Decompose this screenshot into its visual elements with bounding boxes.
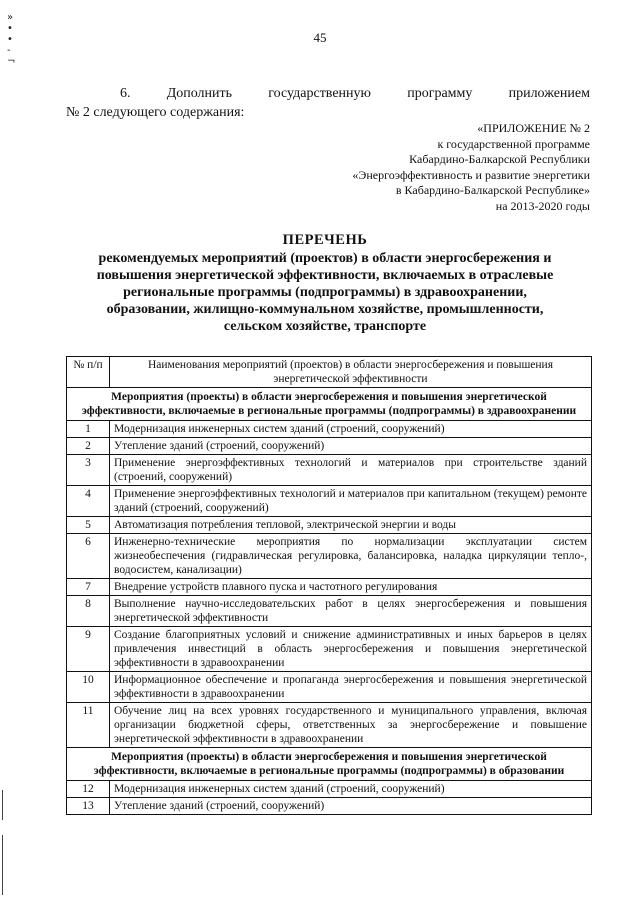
- row-text: Создание благоприятных условий и снижение административных и иных барьеров в целях привлечения инвестиций в область энергосбережения и повышения энергетической эффективности в здравоохранении: [110, 627, 592, 672]
- table-row: [67, 517, 592, 534]
- appendix-line: «Энергоэффективность и развитие энергетики: [352, 167, 590, 182]
- row-text: Внедрение устройств плавного пуска и частотного регулирования: [110, 579, 592, 596]
- amendment-paragraph: [66, 84, 590, 122]
- page-number: 45: [313, 30, 327, 45]
- row-text: Информационное обеспечение и пропаганда энергосбережения и повышения энергетической эффективности в здравоохранении: [110, 672, 592, 703]
- table-row: [67, 672, 592, 703]
- margin-mark: -: [7, 45, 11, 56]
- list-heading: [60, 232, 590, 335]
- margin-mark: »: [7, 12, 14, 23]
- binding-mark: [2, 835, 3, 895]
- section-row: [67, 388, 592, 421]
- binding-mark: [2, 790, 3, 820]
- row-text: Модернизация инженерных систем зданий (строений, сооружений): [110, 781, 592, 798]
- appendix-line: к государственной программе: [437, 136, 590, 151]
- row-text: Автоматизация потребления тепловой, электрической энергии и воды: [110, 517, 592, 534]
- row-text: Модернизация инженерных систем зданий (строений, сооружений): [110, 421, 592, 438]
- paragraph-line: № 2 следующего содержания:: [66, 105, 245, 120]
- row-text: Выполнение научно-исследовательских работ в целях энергосбережения и повышения энергетической эффективности: [110, 596, 592, 627]
- paragraph-word: программу: [407, 86, 473, 101]
- heading-line: рекомендуемых мероприятий (проектов) в области энергосбережения и: [98, 251, 552, 266]
- row-text: Применение энергоэффективных технологий и материалов при строительстве зданий (строений, сооружений): [110, 455, 592, 486]
- row-number: 8: [67, 596, 110, 627]
- header-number: № п/п: [67, 357, 110, 388]
- measures-table: [66, 356, 592, 815]
- table-row: [67, 534, 592, 579]
- header-name: Наименования мероприятий (проектов) в области энергосбережения и повышения энергетической эффективности: [110, 357, 592, 388]
- list-title: ПЕРЕЧЕНЬ: [282, 232, 368, 248]
- row-number: 9: [67, 627, 110, 672]
- table-row: [67, 579, 592, 596]
- heading-line: сельском хозяйстве, транспорте: [223, 319, 427, 334]
- table-row: [67, 781, 592, 798]
- row-number: 6: [67, 534, 110, 579]
- paragraph-line: [66, 84, 590, 103]
- row-number: 10: [67, 672, 110, 703]
- heading-line: региональные программы (подпрограммы) в здравоохранении,: [123, 285, 527, 300]
- margin-marks: [7, 12, 15, 67]
- paragraph-word: государственную: [268, 86, 371, 101]
- section-title: Мероприятия (проекты) в области энергосбережения и повышения энергетической эффективности, включаемые в региональные программы (подпрограммы) в образовании: [67, 748, 592, 781]
- table-row: [67, 438, 592, 455]
- appendix-line: «ПРИЛОЖЕНИЕ № 2: [477, 121, 590, 135]
- row-text: Инженерно-технические мероприятия по нормализации эксплуатации систем жизнеобеспечения (гидравлическая регулировка, балансировка, наладка циркуляции тепло-, водосистем, канализации): [110, 534, 592, 579]
- margin-mark: •: [7, 34, 13, 45]
- row-number: 7: [67, 579, 110, 596]
- appendix-line: в Кабардино-Балкарской Республике»: [395, 183, 590, 197]
- row-number: 5: [67, 517, 110, 534]
- appendix-header: [352, 121, 590, 214]
- heading-line: повышения энергетической эффективности, включаемых в отраслевые: [96, 268, 554, 283]
- row-number: 13: [67, 798, 110, 815]
- table-row: [67, 596, 592, 627]
- table-row: [67, 627, 592, 672]
- table-row: [67, 455, 592, 486]
- row-number: 12: [67, 781, 110, 798]
- section-title: Мероприятия (проекты) в области энергосбережения и повышения энергетической эффективности, включаемые в региональные программы (подпрограммы) в здравоохранении: [67, 388, 592, 421]
- table-row: [67, 703, 592, 748]
- row-text: Обучение лиц на всех уровнях государственного и муниципального управления, включая организации бюджетной сферы, ответственных за энергосбережение и повышение энергетической эффективности в здравоохранении: [110, 703, 592, 748]
- paragraph-word: Дополнить: [166, 86, 233, 101]
- table-row: [67, 486, 592, 517]
- appendix-line: Кабардино-Балкарской Республики: [409, 152, 590, 166]
- row-number: 11: [67, 703, 110, 748]
- row-text: Утепление зданий (строений, сооружений): [110, 798, 592, 815]
- table-row: [67, 421, 592, 438]
- margin-mark: ¬: [7, 56, 16, 67]
- table-row: [67, 798, 592, 815]
- row-text: Применение энергоэффективных технологий и материалов при капитальном (текущем) ремонте зданий (строений, сооружений): [110, 486, 592, 517]
- margin-mark: •: [7, 23, 13, 34]
- paragraph-number: 6.: [120, 86, 131, 101]
- section-row: [67, 748, 592, 781]
- row-number: 3: [67, 455, 110, 486]
- paragraph-word: приложением: [508, 86, 590, 101]
- heading-line: образовании, жилищно-коммунальном хозяйстве, промышленности,: [106, 302, 544, 317]
- table-header-row: [67, 357, 592, 388]
- row-number: 2: [67, 438, 110, 455]
- row-number: 1: [67, 421, 110, 438]
- appendix-line: на 2013-2020 годы: [495, 198, 590, 213]
- row-number: 4: [67, 486, 110, 517]
- row-text: Утепление зданий (строений, сооружений): [110, 438, 592, 455]
